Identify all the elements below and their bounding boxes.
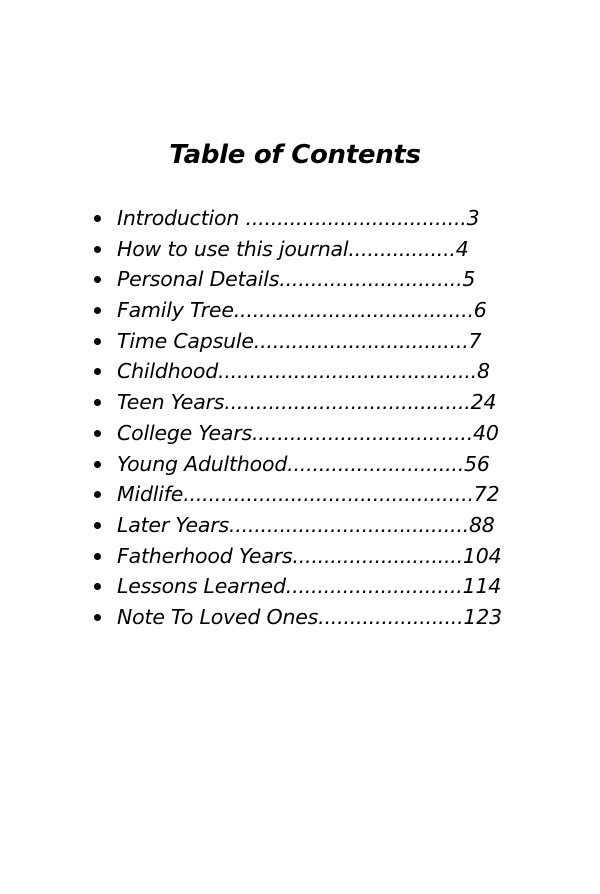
toc-entry-text: Midlife..............................................72 (117, 482, 500, 507)
toc-entry-text: Personal Details.............................5 (117, 267, 476, 292)
bullet-icon (94, 522, 101, 529)
toc-entry-text: Introduction ...................................3 (117, 206, 480, 230)
toc-entry-text: Note To Loved Ones.......................123 (117, 604, 502, 629)
bullet-icon (94, 215, 101, 222)
bullet-icon (94, 461, 101, 468)
toc-entry-text: Teen Years.......................................24 (117, 390, 497, 415)
bullet-icon (94, 246, 101, 253)
toc-entry-text: Later Years......................................88 (117, 512, 495, 537)
toc-entry-text: Family Tree......................................6 (117, 298, 487, 323)
toc-entry-text: Time Capsule..................................7 (117, 328, 482, 353)
toc-entry-text: Lessons Learned............................114 (117, 574, 502, 599)
bullet-icon (94, 430, 101, 437)
page-title: Table of Contents (169, 140, 421, 170)
toc-entry-text: Childhood.........................................8 (117, 359, 490, 384)
toc-entry-text: How to use this journal.................4 (117, 236, 469, 261)
bullet-icon (94, 399, 101, 406)
bullet-icon (94, 338, 101, 345)
bullet-icon (94, 276, 101, 283)
bullet-icon (94, 583, 101, 590)
bullet-icon (94, 307, 101, 314)
bullet-icon (94, 368, 101, 375)
bullet-icon (94, 614, 101, 621)
toc-entry-text: College Years...................................40 (117, 420, 499, 445)
toc-entry-text: Young Adulthood............................56 (117, 451, 490, 476)
bullet-icon (94, 491, 101, 498)
toc-entry-text: Fatherhood Years...........................104 (117, 543, 502, 568)
bullet-icon (94, 553, 101, 560)
